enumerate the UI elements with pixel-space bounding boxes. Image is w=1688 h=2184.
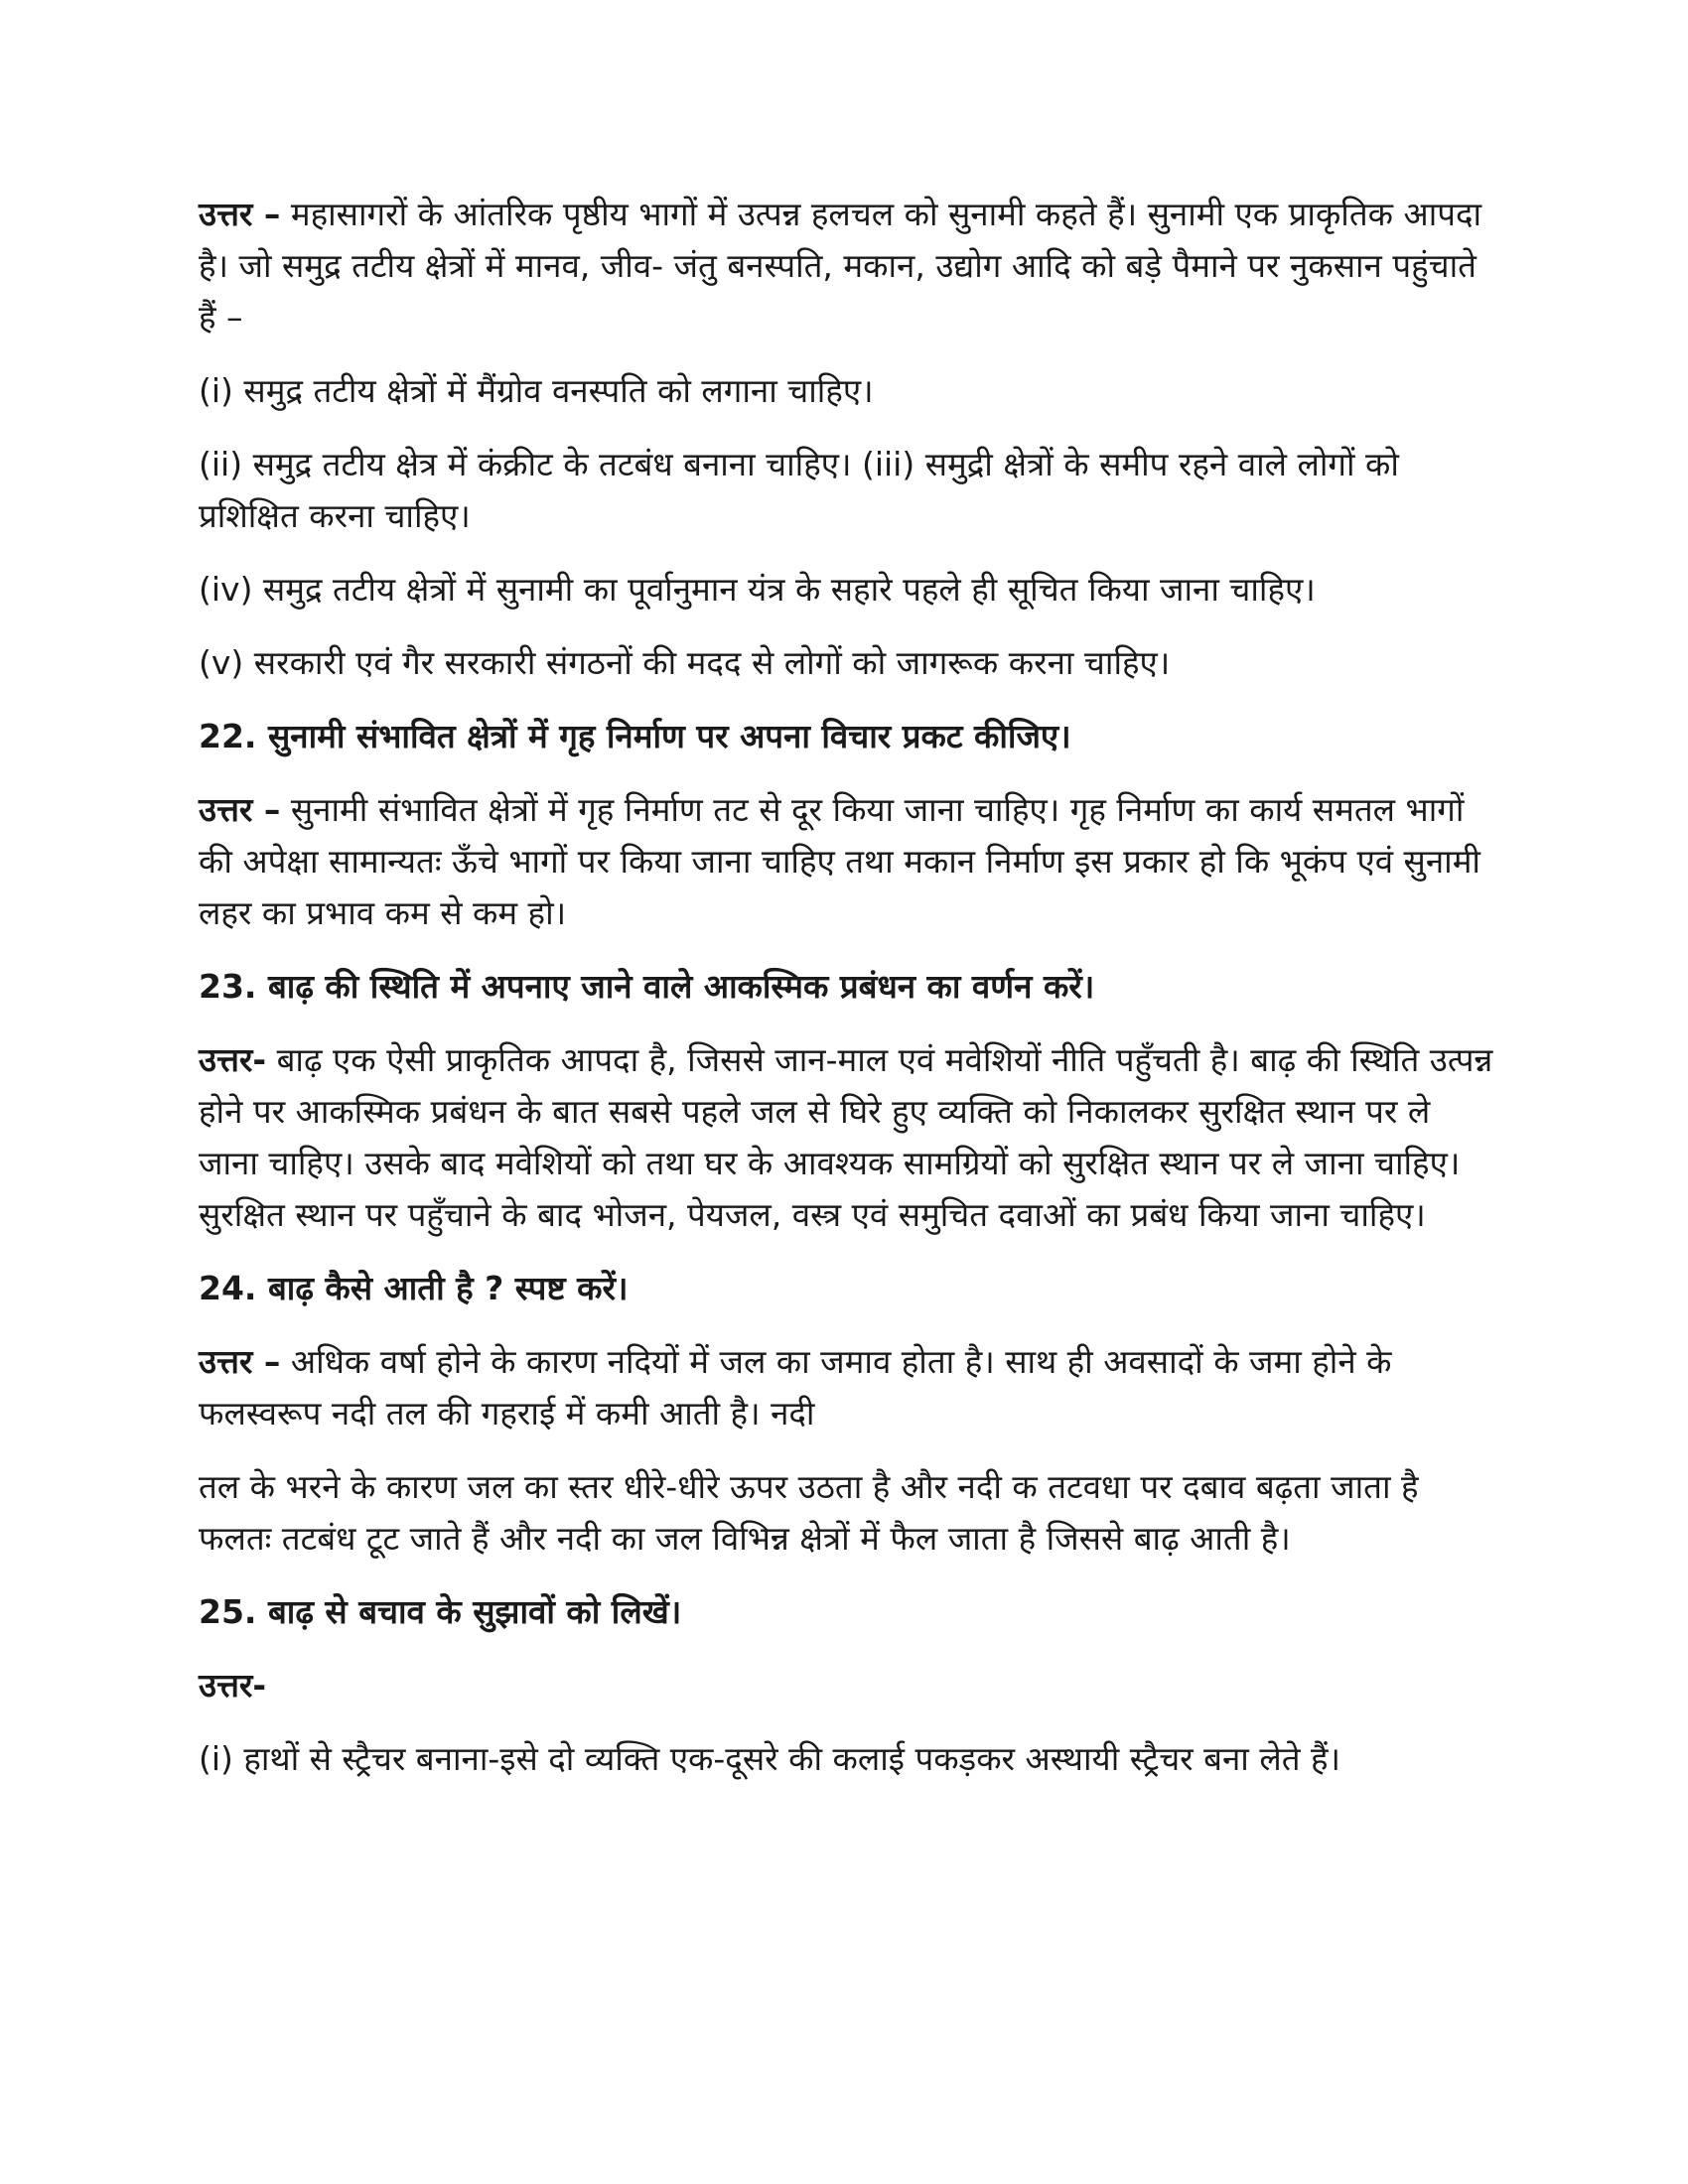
- answer-22: [199, 784, 1499, 939]
- answer-22-text: सुनामी संभावित क्षेत्रों में गृह निर्माण तट से दूर किया जाना चाहिए। गृह निर्माण का कार्य समतल भागों की अपेक्षा सामान्यतः ऊँचे भागों पर किया जाना चाहिए तथा मकान निर्माण इस प्रकार हो कि भूकंप एवं सुनामी लहर का प्रभाव कम से कम हो।: [199, 790, 1480, 932]
- answer-label: उत्तर –: [199, 1342, 281, 1381]
- question-22: 22. सुनामी संभावित क्षेत्रों में गृह निर्माण पर अपना विचार प्रकट कीजिए।: [199, 717, 1071, 755]
- document-page: [199, 189, 1499, 1807]
- answer-label: उत्तर –: [199, 790, 281, 829]
- answer-25-point-1: (i) हाथों से स्ट्रैचर बनाना-इसे दो व्यक्ति एक-दूसरे की कलाई पकड़कर अस्थायी स्ट्रैचर बना लेते हैं।: [199, 1739, 1341, 1778]
- point-2: (ii) समुद्र तटीय क्षेत्र में कंक्रीट के तटबंध बनाना चाहिए। (iii) समुद्री क्षेत्रों के समीप रहने वाले लोगों को प्रशिक्षित करना चाहिए।: [199, 445, 1399, 535]
- point-3: (iv) समुद्र तटीय क्षेत्रों में सुनामी का पूर्वानुमान यंत्र के सहारे पहले ही सूचित किया जाना चाहिए।: [199, 570, 1316, 609]
- answer-label: उत्तर –: [199, 195, 281, 233]
- answer-24-part1: [199, 1336, 1499, 1439]
- question-24: 24. बाढ़ कैसे आती है ? स्पष्ट करें।: [199, 1269, 629, 1307]
- question-23: 23. बाढ़ की स्थिति में अपनाए जाने वाले आकस्मिक प्रबंधन का वर्णन करें।: [199, 967, 1095, 1006]
- answer-24-text-1: अधिक वर्षा होने के कारण नदियों में जल का जमाव होता है। साथ ही अवसादों के जमा होने के फलस्वरूप नदी तल की गहराई में कमी आती है। नदी: [199, 1342, 1392, 1433]
- answer-23: [199, 1034, 1499, 1241]
- answer-label: उत्तर-: [199, 1040, 267, 1079]
- question-25: 25. बाढ़ से बचाव के सुझावों को लिखें।: [199, 1592, 682, 1631]
- answer-24-part2: तल के भरने के कारण जल का स्तर धीरे-धीरे ऊपर उठता है और नदी क तटवधा पर दबाव बढ़ता जाता है फलतः तटबंध टूट जाते हैं और नदी का जल विभिन्न क्षेत्रों में फैल जाता है जिससे बाढ़ आती है।: [199, 1467, 1419, 1558]
- point-1: (i) समुद्र तटीय क्षेत्रों में मैंग्रोव वनस्पति को लगाना चाहिए।: [199, 371, 874, 410]
- answer-25-label: उत्तर-: [199, 1666, 267, 1705]
- intro-answer: [199, 189, 1499, 343]
- answer-23-text: बाढ़ एक ऐसी प्राकृतिक आपदा है, जिससे जान-माल एवं मवेशियों नीति पहुँचती है। बाढ़ की स्थिति उत्पन्न होने पर आकस्मिक प्रबंधन के बात सबसे पहले जल से घिरे हुए व्यक्ति को निकालकर सुरक्षित स्थान पर ले जाना चाहिए। उसके बाद मवेशियों को तथा घर के आवश्यक सामग्रियों को सुरक्षित स्थान पर ले जाना चाहिए। सुरक्षित स्थान पर पहुँचाने के बाद भोजन, पेयजल, वस्त्र एवं समुचित दवाओं का प्रबंध किया जाना चाहिए।: [199, 1040, 1493, 1234]
- point-4: (v) सरकारी एवं गैर सरकारी संगठनों की मदद से लोगों को जागरूक करना चाहिए।: [199, 643, 1171, 682]
- intro-answer-text: महासागरों के आंतरिक पृष्ठीय भागों में उत्पन्न हलचल को सुनामी कहते हैं। सुनामी एक प्राकृतिक आपदा है। जो समुद्र तटीय क्षेत्रों में मानव, जीव- जंतु बनस्पति, मकान, उद्योग आदि को बड़े पैमाने पर नुकसान पहुंचाते हैं –: [199, 195, 1482, 337]
